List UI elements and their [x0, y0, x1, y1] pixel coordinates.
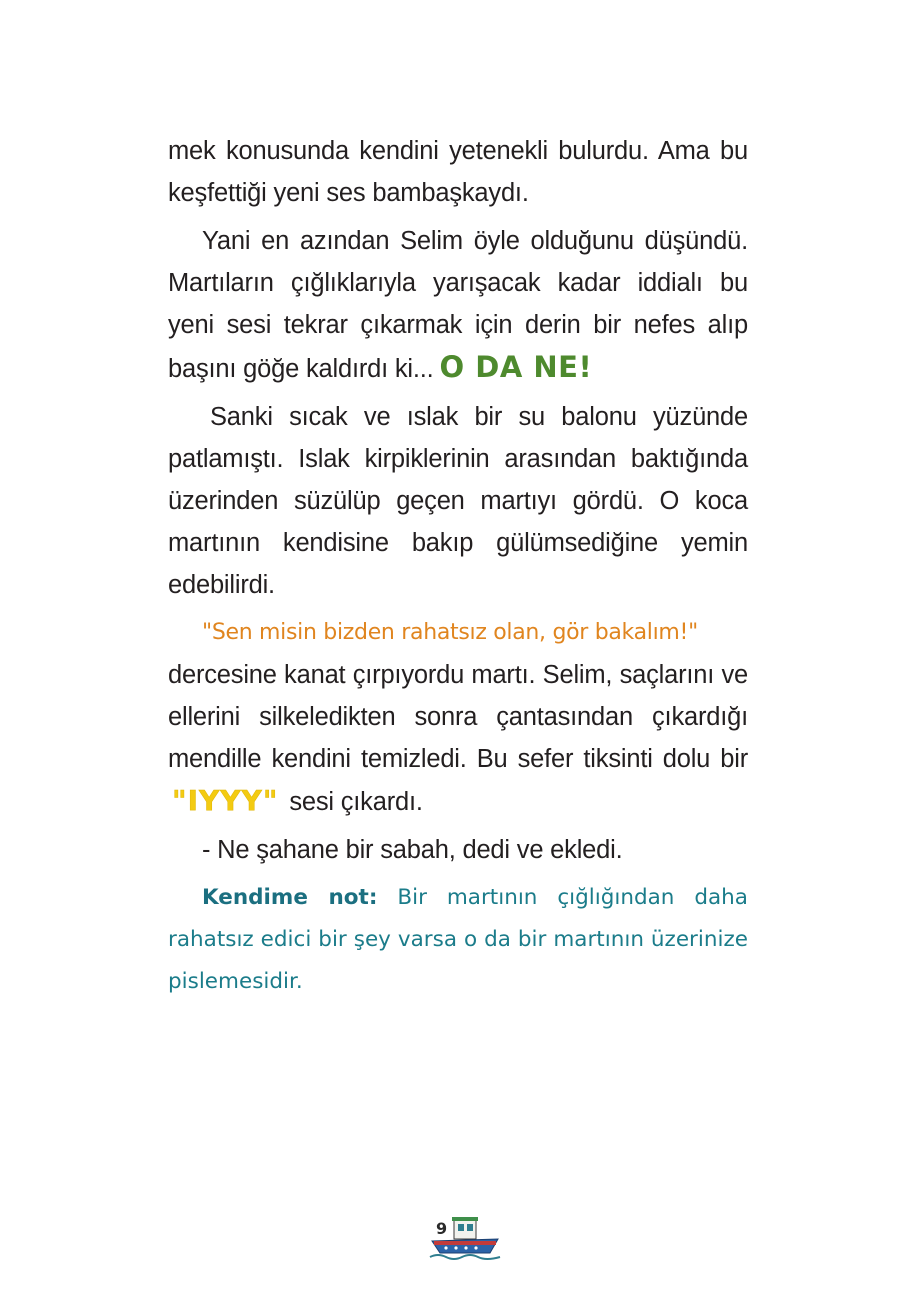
paragraph-4-end: sesi çıkardı.	[289, 788, 423, 816]
paragraph-2	[168, 220, 748, 390]
paragraph-4	[168, 612, 748, 823]
page-number: 9	[436, 1219, 448, 1238]
page-footer	[428, 1215, 502, 1263]
paragraph-3: Sanki sıcak ve ıslak bir su balonu yüzünde patlamıştı. Islak kirpiklerinin arasından baktığında üzerinden süzülüp geçen martıyı gördü. O koca martının kendisine bakıp gülümsediğine yemin edebilirdi.	[168, 403, 748, 599]
dialogue-line: - Ne şahane bir sabah, dedi ve ekledi.	[202, 836, 623, 864]
paragraph-4-start: dercesine kanat çırpıyordu martı. Selim, saçlarını ve ellerini silkeledikten sonra çantasından çıkardığı mendille kendini temizledi. Bu sefer tiksinti dolu bir	[168, 661, 748, 773]
paragraph-1: mek konusunda kendini yetenekli bulurdu. Ama bu keşfettiği yeni ses bambaşkaydı.	[168, 137, 748, 207]
note-text: Bir martının çığlığından daha rahatsız edici bir şey varsa o da bir martının üzerinize pislemesidir.	[168, 885, 748, 994]
seagull-quote: "Sen misin bizden rahatsız olan, gör bakalım!"	[202, 620, 698, 645]
sound-text: "IYYY"	[172, 784, 279, 817]
page-body	[168, 130, 748, 1025]
exclamation-text: O DA NE!	[439, 350, 593, 384]
self-note	[168, 877, 748, 1003]
boat-icon	[428, 1215, 502, 1263]
note-label: Kendime not:	[202, 885, 378, 910]
paragraph-2-text: Yani en azından Selim öyle olduğunu düşündü. Martıların çığlıklarıyla yarışacak kadar iddialı bu yeni sesi tekrar çıkarmak için derin bir nefes alıp başını göğe kaldırdı ki...	[168, 227, 748, 383]
